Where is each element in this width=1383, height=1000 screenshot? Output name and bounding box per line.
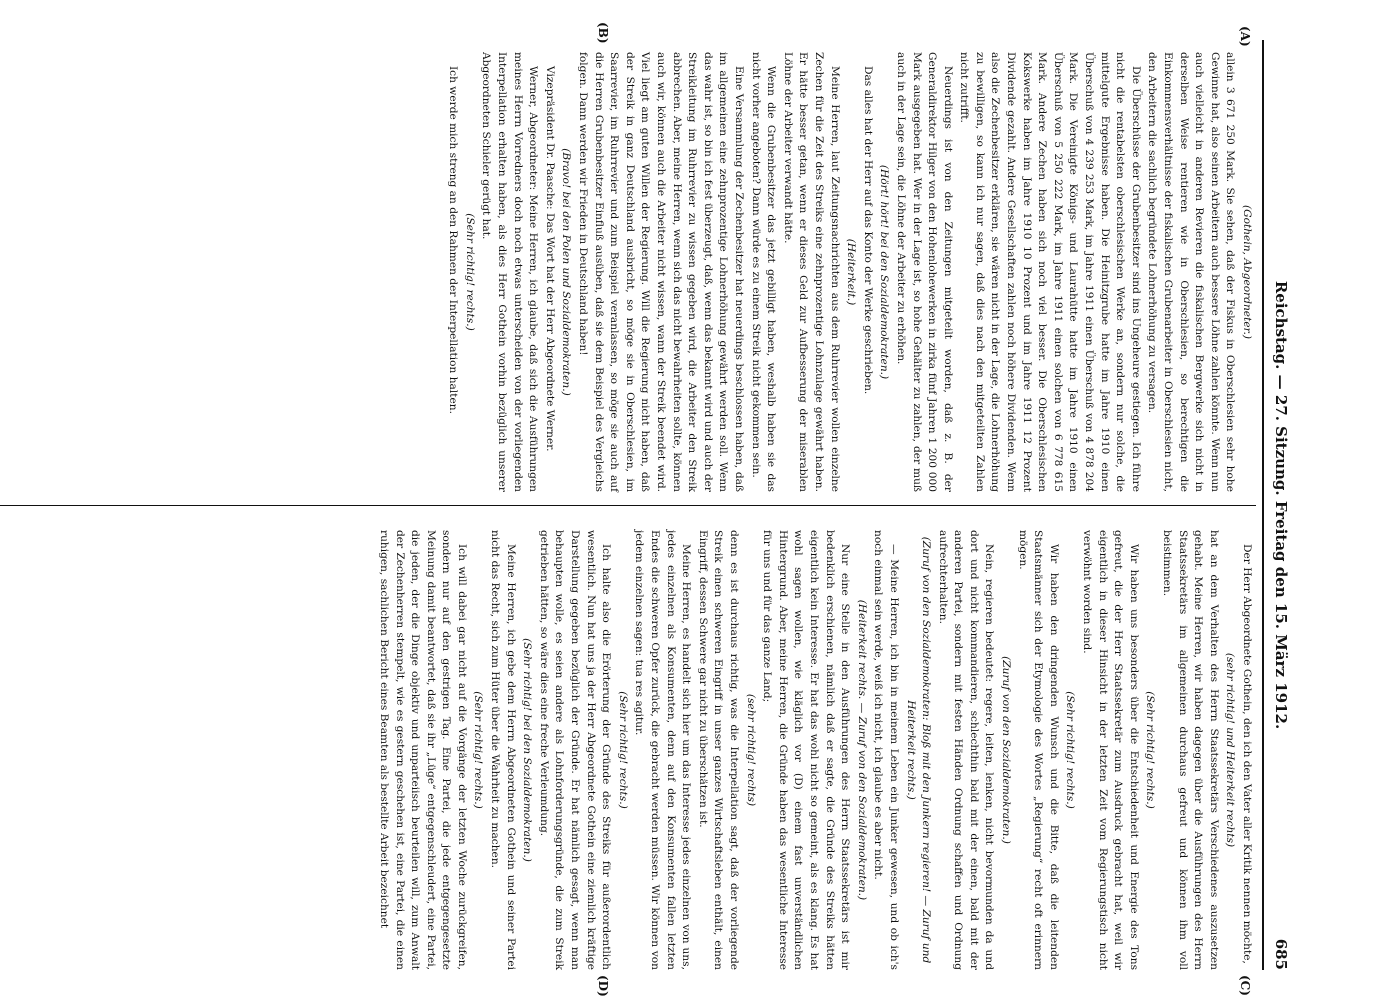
paragraph: Eine Versammlung der Zechenbesitzer hat neuerdings beschlossen haben, daß im allgemeinen eine zehnprozentige Lohnerhöhung gewährt werden soll. Wenn das wahr ist, so bin ich fest überzeugt, daß, wenn das bekannt wird und auch der Streikleitung im Ruhrrevier zu wissen gegeben wird, die Arbeiter den Streik abbrechen. Aber, meine Herren, wenn sich das nicht bewahrheiten sollte, können auch wir, können auch die Arbeiter nicht wissen, wann der Streik beendet wird. Viel liegt am guten Willen der Regierung. Will die Regierung nicht haben, daß der Streik in ganz Deutschland ausbricht, so möge sie in Oberschlesien, im Saarrevier, im Ruhrrevier und zum Beispiel veranlassen, so möge sie auch auf die Herren Grubenbesitzer Einfluß ausüben, daß sie dem Beispiel des Vergleichs folgen. Dann werden wir Frieden in Deutschland haben!: [577, 52, 745, 492]
page-header: [1266, 40, 1290, 970]
interjection: (Zuruf von den Sozialdemokraten: Bloß mit den Junkern regieren! — Zuruf und Heiterkeit rechts.): [904, 536, 933, 964]
paragraph: Ich will dabei gar nicht auf die Vorgänge der letzten Woche zurückgreifen, sondern nur auf den gestrigen Tag. Eine Partei, die jede entgegengesetzte Meinung damit beantwortet, daß sie ihr „Lüge“ entgegenschleudert, eine Partei, die jeden, der die Dinge objektiv und unparteiisch beurteilen will, zum Anwalt der Zechenherren stempelt, wie es gestern geschehen ist, eine Partei, die einen ruhigen, sachlichen Bericht eines Beamten als bestellte Arbeit bezeichnet: [377, 530, 468, 970]
paragraph: — Meine Herren, ich bin in meinem Leben ein Junker gewesen, und ob ich's noch einmal sein werde, weiß ich nicht, ich glaube es aber nicht.: [872, 530, 900, 970]
column-divider: [0, 505, 1256, 506]
margin-mark-d: (D): [596, 975, 610, 997]
left-column: [444, 52, 1254, 492]
paragraph: Der Herr Abgeordnete Gothein, den ich den Vater aller Kritik nennen möchte,: [1241, 544, 1253, 964]
paragraph: Wenn die Grubenbesitzer das jetzt gebilligt haben, weshalb haben sie das nicht vorher angeboten? Dann würde es zu einem Streik nicht gekommen sein.: [749, 52, 778, 492]
interjection: (Zuruf von den Sozialdemokraten.): [1000, 656, 1013, 844]
interjection: (Sehr richtig! rechts.): [1064, 691, 1077, 809]
interjection: (Heiterkeit.): [845, 238, 858, 306]
paragraph: Neuerdings ist von den Zeitungen mitgeteilt worden, daß z. B. der Generaldirektor Hilger von den Hohenlohewerken in zirka fünf Jahren 1 200 000 Mark ausgegeben hat. Wer in der Lage ist, so hohe Gehälter zu zahlen, der muß auch in der Lage sein, die Löhne der Arbeiter zu erhöhen.: [894, 52, 954, 492]
interjection: (Sehr richtig! rechts.): [472, 691, 485, 809]
interjection: (Hört! hört! bei den Sozialdemokraten.): [878, 164, 891, 380]
paragraph: Nein, regieren bedeutet: regere, leiten, lenken, nicht bevormunden da und dort und nicht kommandieren, schlechthin bald mit der einen, bald mit der anderen Partei, sondern mit festen Händen Ordnung schaffen und Ordnung aufrechterhalten.: [936, 530, 996, 970]
interjection: (sehr richtig! rechts): [744, 693, 757, 807]
paragraph: Meine Herren, es handelt sich hier um das Interesse jedes einzelnen von uns, jedes einzelnen als Konsumenten, denn auf den Konsumenten fallen letzten Endes die schweren Opfer zurück, die gebracht werden müssen. Wir können von jedem einzelnen sagen: tua res agitur.: [633, 530, 693, 970]
header-title: Reichstag. — 27. Sitzung. Freitag den 15. März 1912.: [1272, 280, 1290, 730]
margin-mark-a: (A): [1238, 26, 1252, 47]
paragraph: hat an dem Verhalten des Herrn Staatssekretärs Verschiedenes auszusetzen gehabt. Meine Herren, wir haben dagegen über die Ausführungen des Herrn Staatssekretärs im allgemeinen durchaus gefreut und können ihm voll beistimmen.: [1161, 530, 1220, 970]
interjection: (Sehr richtig! bei den Sozialdemokraten.): [521, 638, 534, 862]
paragraph: Ich werde mich streng an den Rahmen der Interpellation halten.: [447, 66, 460, 414]
page-number: 685: [1272, 938, 1290, 970]
paragraph: allein 3 671 250 Mark. Sie sehen, daß der Fiskus in Oberschlesien sehr hohe Gewinne hat, also seinen Arbeitern auch bessere Löhne zahlen könnte. Wenn nun auch vielleicht in anderen Revieren die fiskalischen Bergwerke sich nicht in derselben Weise rentieren wie in Oberschlesien, so berechtigen die Einkommensverhältnisse der fiskalischen Grubenarbeiter in Oberschlesien nicht, den Arbeitern die sachlich begründete Lohnerhöhung zu versagen.: [1146, 52, 1237, 492]
paragraph: Wir haben uns besonders über die Entschiedenheit und Energie des Tons gefreut, die der Herr Staatssekretär zum Ausdruck gebracht hat, weil wir eigentlich in dieser Hinsicht in der letzten Zeit vom Regierungstisch nicht verwöhnt worden sind.: [1081, 530, 1140, 970]
right-column: [374, 530, 1254, 970]
paragraph: Das alles hat der Herr auf das Konto der Werke geschrieben.: [861, 66, 874, 395]
interjection: (sehr richtig! und Heiterkeit rechts): [1224, 652, 1237, 848]
speaker-continuation: (Gothein, Abgeordneter.): [1241, 205, 1253, 339]
paragraph: denn es ist durchaus richtig, was die Interpellation sagt, daß der vorliegende Streik einen schweren Eingriff in unser ganzes Wirtschaftsleben enthält, einen Eingriff, dessen Schwere gar nicht zu überschätzen ist.: [696, 530, 740, 970]
interjection: (Heiterkeit rechts. — Zuruf von den Sozialdemokraten.): [855, 599, 868, 901]
paragraph: Nur eine Stelle in den Ausführungen des Herrn Staatssekretärs ist mir bedenklich erschienen, nämlich daß er sagte, die Gründe des Streiks hätten eigentlich kein Interesse. Er hat das wohl nicht so gemeint, als es klang. Es hat wohl sagen wollen, wie kläglich vor (D) einem fast unverständlichen Hintergrund. Aber, meine Herren, die Gründe haben das wesentliche Interesse für uns und für das ganze Land;: [761, 530, 852, 970]
interjection: (Bravo! bei den Polen und Sozialdemokraten.): [560, 148, 573, 396]
paragraph: Wir haben den dringenden Wunsch und die Bitte, daß die leitenden Staatsmänner sich der Etymologie des Wortes „Regierung“ recht oft erinnern mögen.: [1016, 530, 1060, 970]
interjection: (Sehr richtig! rechts.): [1144, 691, 1157, 809]
paragraph: Die Überschüsse der Grubenbesitzer sind ins Ungeheure gestiegen. Ich führe nicht die rentabelsten oberschlesischen Werke an, sondern nur solche, die mittelgute Ergebnisse haben. Die Heinitzgrube hatte im Jahre 1910 einen Überschuß von 4 239 253 Mark, im Jahre 1911 einen Überschuß von 4 878 204 Mark. Die Vereinigte Königs- und Laurahütte hatte im Jahre 1910 einen Überschuß von 5 250 222 Mark, im Jahre 1911 einen solchen von 6 778 615 Mark. Andere Zechen haben sich noch viel besser. Die Oberschlesischen Kokswerke haben im Jahre 1910 10 Prozent und im Jahre 1911 12 Prozent Dividende gezahlt. Andere Gesellschaften zahlen noch höhere Dividenden. Wenn also die Zechenbesitzer erklären, sie wären nicht in der Lage, die Lohnerhöhung zu bewilligen, so kann ich nur sagen, daß dies nach den mitgeteilten Zahlen nicht zutrifft.: [958, 52, 1142, 492]
paragraph: Werner, Abgeordneter: Meine Herren, ich glaube, daß sich die Ausführungen meines Herrn Vorredners doch noch etwas unterscheiden von der vorliegenden Interpellation erhalten haben, als dies Herr Gothein vorhin bezüglich unserer Abgeordneten Schieler gerügt hat.: [480, 52, 540, 492]
margin-mark-b: (B): [596, 22, 610, 44]
paragraph: Meine Herren, laut Zeitungsnachrichten aus dem Ruhrrevier wollen einzelne Zechen für die Zeit des Streiks eine zehnprozentige Lohnzulage gewährt haben. Er hätte besser getan, wenn er dieses Geld zur Aufbesserung der miserablen Löhne der Arbeiter verwandt hätte.: [781, 52, 841, 492]
margin-mark-c: (C): [1238, 975, 1252, 996]
header-rule: [1262, 40, 1264, 970]
interjection: (Sehr richtig! rechts.): [463, 213, 476, 331]
interjection: (Sehr richtig! rechts.): [616, 691, 629, 809]
paragraph: Meine Herren, ich gebe dem Herrn Abgeordneten Gothein und seiner Partei nicht das Recht, sich zum Hüter über die Wahrheit zu machen.: [489, 530, 517, 970]
speaker-announcement: Vizepräsident Dr. Paasche: Das Wort hat der Herr Abgeordnete Werner.: [543, 66, 556, 452]
paragraph: Ich halte also die Erörterung der Gründe des Streiks für außerordentlich wesentlich. Nun hat uns ja der Herr Abgeordnete Gothein eine ziemlich kräftige Darstellung gegeben bezüglich der Gründe. Er hat nämlich gesagt, wenn man behaupten wolle, es seien andere als Lohnforderungsgründe, die zum Streik getrieben hätten, so wäre dies eine freche Verleumdung.: [537, 530, 613, 970]
